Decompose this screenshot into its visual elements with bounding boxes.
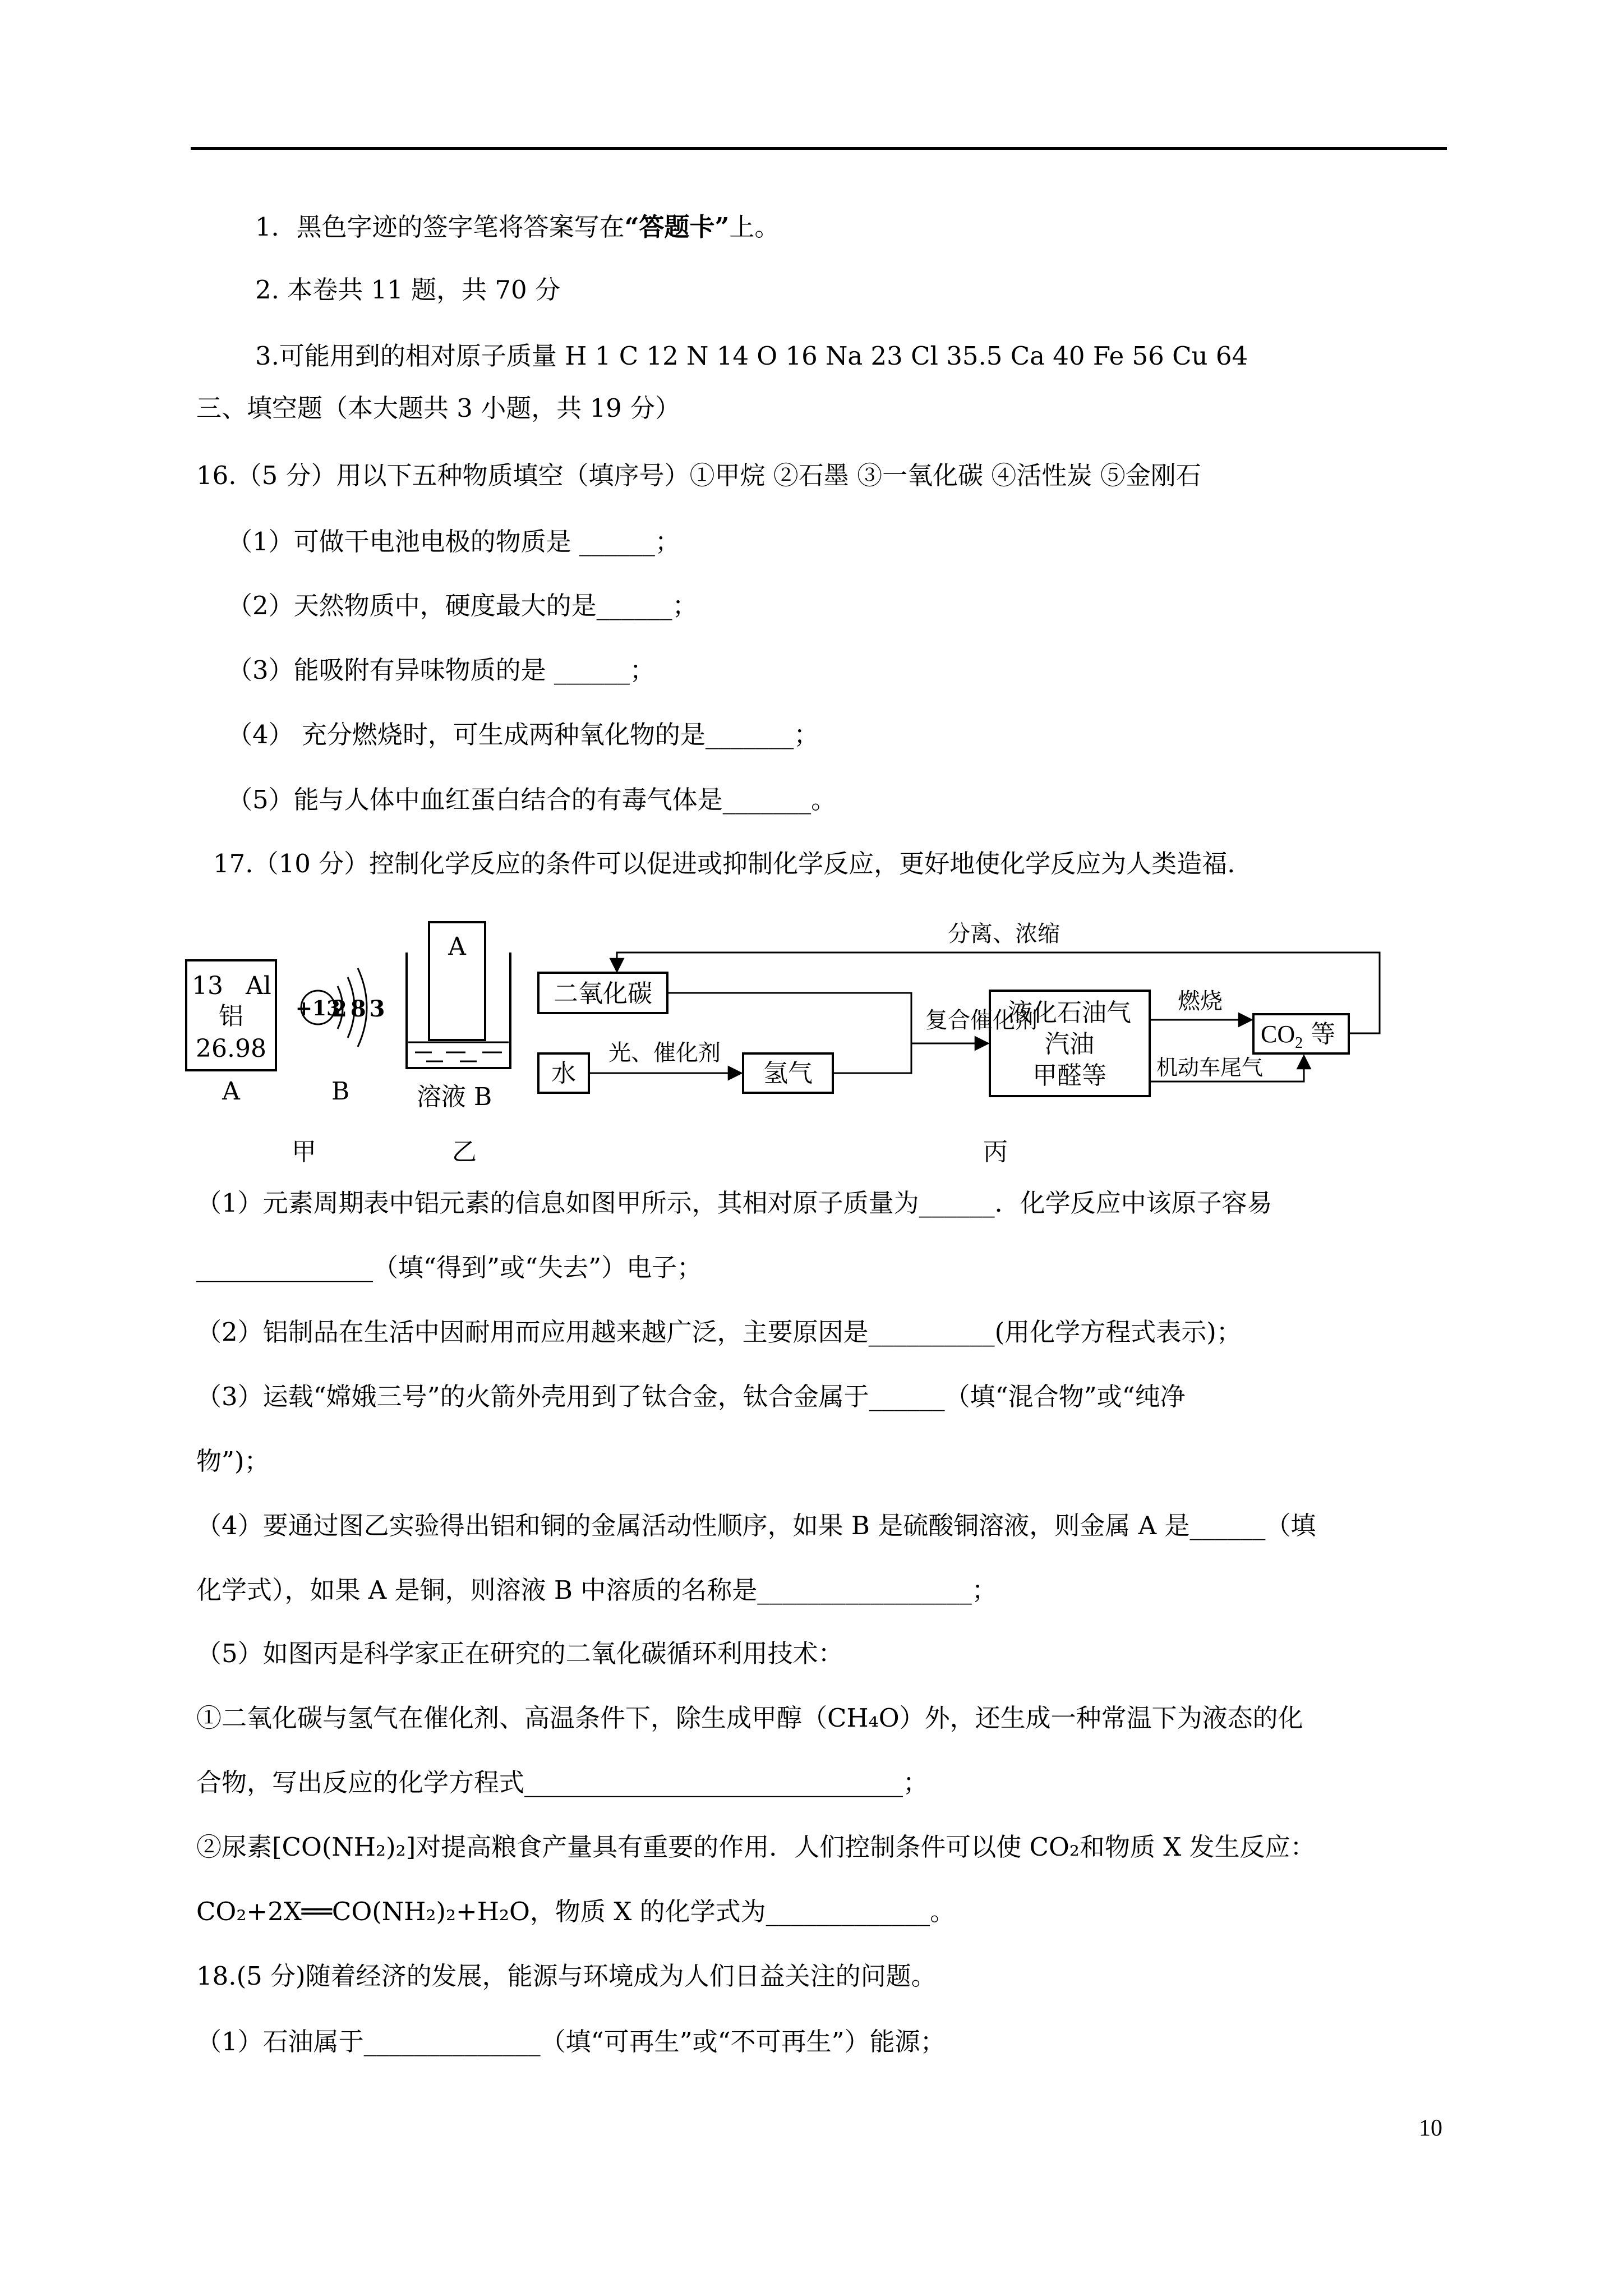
caption-jia: 甲 (292, 1138, 316, 1166)
q17-line-10: 合物，写出反应的化学方程式______________________________； (196, 1768, 929, 1797)
node-co2: 二氧化碳 (554, 979, 652, 1008)
q17-line-9: ①二氧化碳与氢气在催化剂、高温条件下，除生成甲醇（CH₄O）外，还生成一种常温下为液态的化 (196, 1703, 1303, 1733)
caption-yi: 乙 (452, 1138, 477, 1166)
edge-burn-label: 燃烧 (1178, 988, 1223, 1014)
cell-mass: 26.98 (196, 1034, 266, 1063)
node-out: $CO_2$ 等 (1261, 1020, 1336, 1052)
node-fuel-2: 汽油 (1045, 1030, 1094, 1059)
q16-item-5: （5）能与人体中血红蛋白结合的有毒气体是_______。 (227, 785, 837, 815)
edge-exhaust-label: 机动车尾气 (1156, 1055, 1264, 1080)
q17-line-11: ②尿素[CO(NH₂)₂]对提高粮食产量具有重要的作用．人们控制条件可以使 CO₂和物质 X 发生反应： (196, 1832, 1316, 1862)
q17-line-7: 化学式），如果 A 是铜，则溶液 B 中溶质的名称是_________________； (196, 1575, 997, 1605)
note-3: 3.可能用到的相对原子质量 H 1 C 12 N 14 O 16 Na 23 Cl 35.5 Ca 40 Fe 56 Cu 64 (255, 341, 1248, 371)
q17-line-6: （4）要通过图乙实验得出铝和铜的金属活动性顺序，如果 B 是硫酸铜溶液，则金属 A 是______（填 (196, 1511, 1316, 1540)
q17-line-5: 物”)； (196, 1446, 270, 1476)
q16-item-4: （4） 充分燃烧时，可生成两种氧化物的是_______； (227, 720, 819, 749)
node-h2: 氢气 (763, 1059, 813, 1088)
label-B: B (331, 1077, 350, 1106)
label-A: A (222, 1077, 240, 1106)
q17-figure (179, 909, 1402, 1178)
cycle-diagram (538, 921, 1380, 1096)
q17-line-3: （2）铝制品在生活中因耐用而应用越来越广泛，主要原因是__________(用化学方程式表示)； (196, 1317, 1242, 1347)
node-fuel-3: 甲醛等 (1032, 1061, 1106, 1090)
q17-line-8: （5）如图丙是科学家正在研究的二氧化碳循环利用技术： (196, 1639, 843, 1668)
q16-item-2: （2）天然物质中，硬度最大的是______； (227, 591, 698, 620)
q16-item-3: （3）能吸附有异味物质的是 ______； (227, 655, 655, 685)
atom-nucleus: +13 (295, 997, 341, 1020)
cell-symbol: Al (246, 972, 271, 1000)
edge-light: 光、催化剂 (608, 1040, 721, 1066)
q16-item-1: （1）可做干电池电极的物质是 ______； (227, 527, 680, 556)
page-number: 10 (1419, 2115, 1442, 2141)
cell-name: 铝 (219, 1002, 243, 1030)
cell-number: 13 (192, 972, 223, 1000)
section-heading: 三、填空题（本大题共 3 小题，共 19 分） (196, 393, 681, 423)
header-rule (191, 147, 1447, 150)
atom-diagram (296, 968, 389, 1047)
note-1: 1．黑色字迹的签字笔将答案写在“答题卡”上。 (255, 212, 780, 242)
beaker (407, 922, 510, 1068)
node-water: 水 (551, 1059, 576, 1088)
edge-separate: 分离、浓缩 (948, 921, 1060, 947)
q16-stem: 16.（5 分）用以下五种物质填空（填序号）①甲烷 ②石墨 ③一氧化碳 ④活性炭 ⑤金刚石 (196, 461, 1201, 490)
beaker-solution-label: 溶液 B (416, 1083, 492, 1111)
atom-shells: 283 (331, 996, 389, 1022)
q17-line-1: （1）元素周期表中铝元素的信息如图甲所示，其相对原子质量为______．化学反应中该原子容易 (196, 1188, 1272, 1218)
beaker-metal-label: A (448, 932, 466, 961)
q18-stem: 18.(5 分)随着经济的发展，能源与环境成为人们日益关注的问题。 (196, 1961, 937, 1991)
node-fuel-1: 液化石油气 (1008, 999, 1131, 1027)
q17-line-12: CO₂+2X══CO(NH₂)₂+H₂O，物质 X 的化学式为_____________。 (196, 1897, 956, 1926)
q17-line-2: ______________（填“得到”或“失去”）电子； (196, 1253, 703, 1282)
q18-item-1: （1）石油属于______________（填“可再生”或“不可再生”）能源； (196, 2027, 946, 2056)
q17-line-4: （3）运载“嫦娥三号”的火箭外壳用到了钛合金，钛合金属于______（填“混合物”或“纯净 (196, 1382, 1186, 1411)
element-cell (186, 960, 276, 1070)
caption-bing: 丙 (983, 1138, 1008, 1166)
note-2: 2. 本卷共 11 题，共 70 分 (255, 275, 560, 305)
edge-catalyst: 复合催化剂 (925, 1007, 1038, 1033)
q17-stem: 17.（10 分）控制化学反应的条件可以促进或抑制化学反应，更好地使化学反应为人类造福. (213, 849, 1235, 878)
